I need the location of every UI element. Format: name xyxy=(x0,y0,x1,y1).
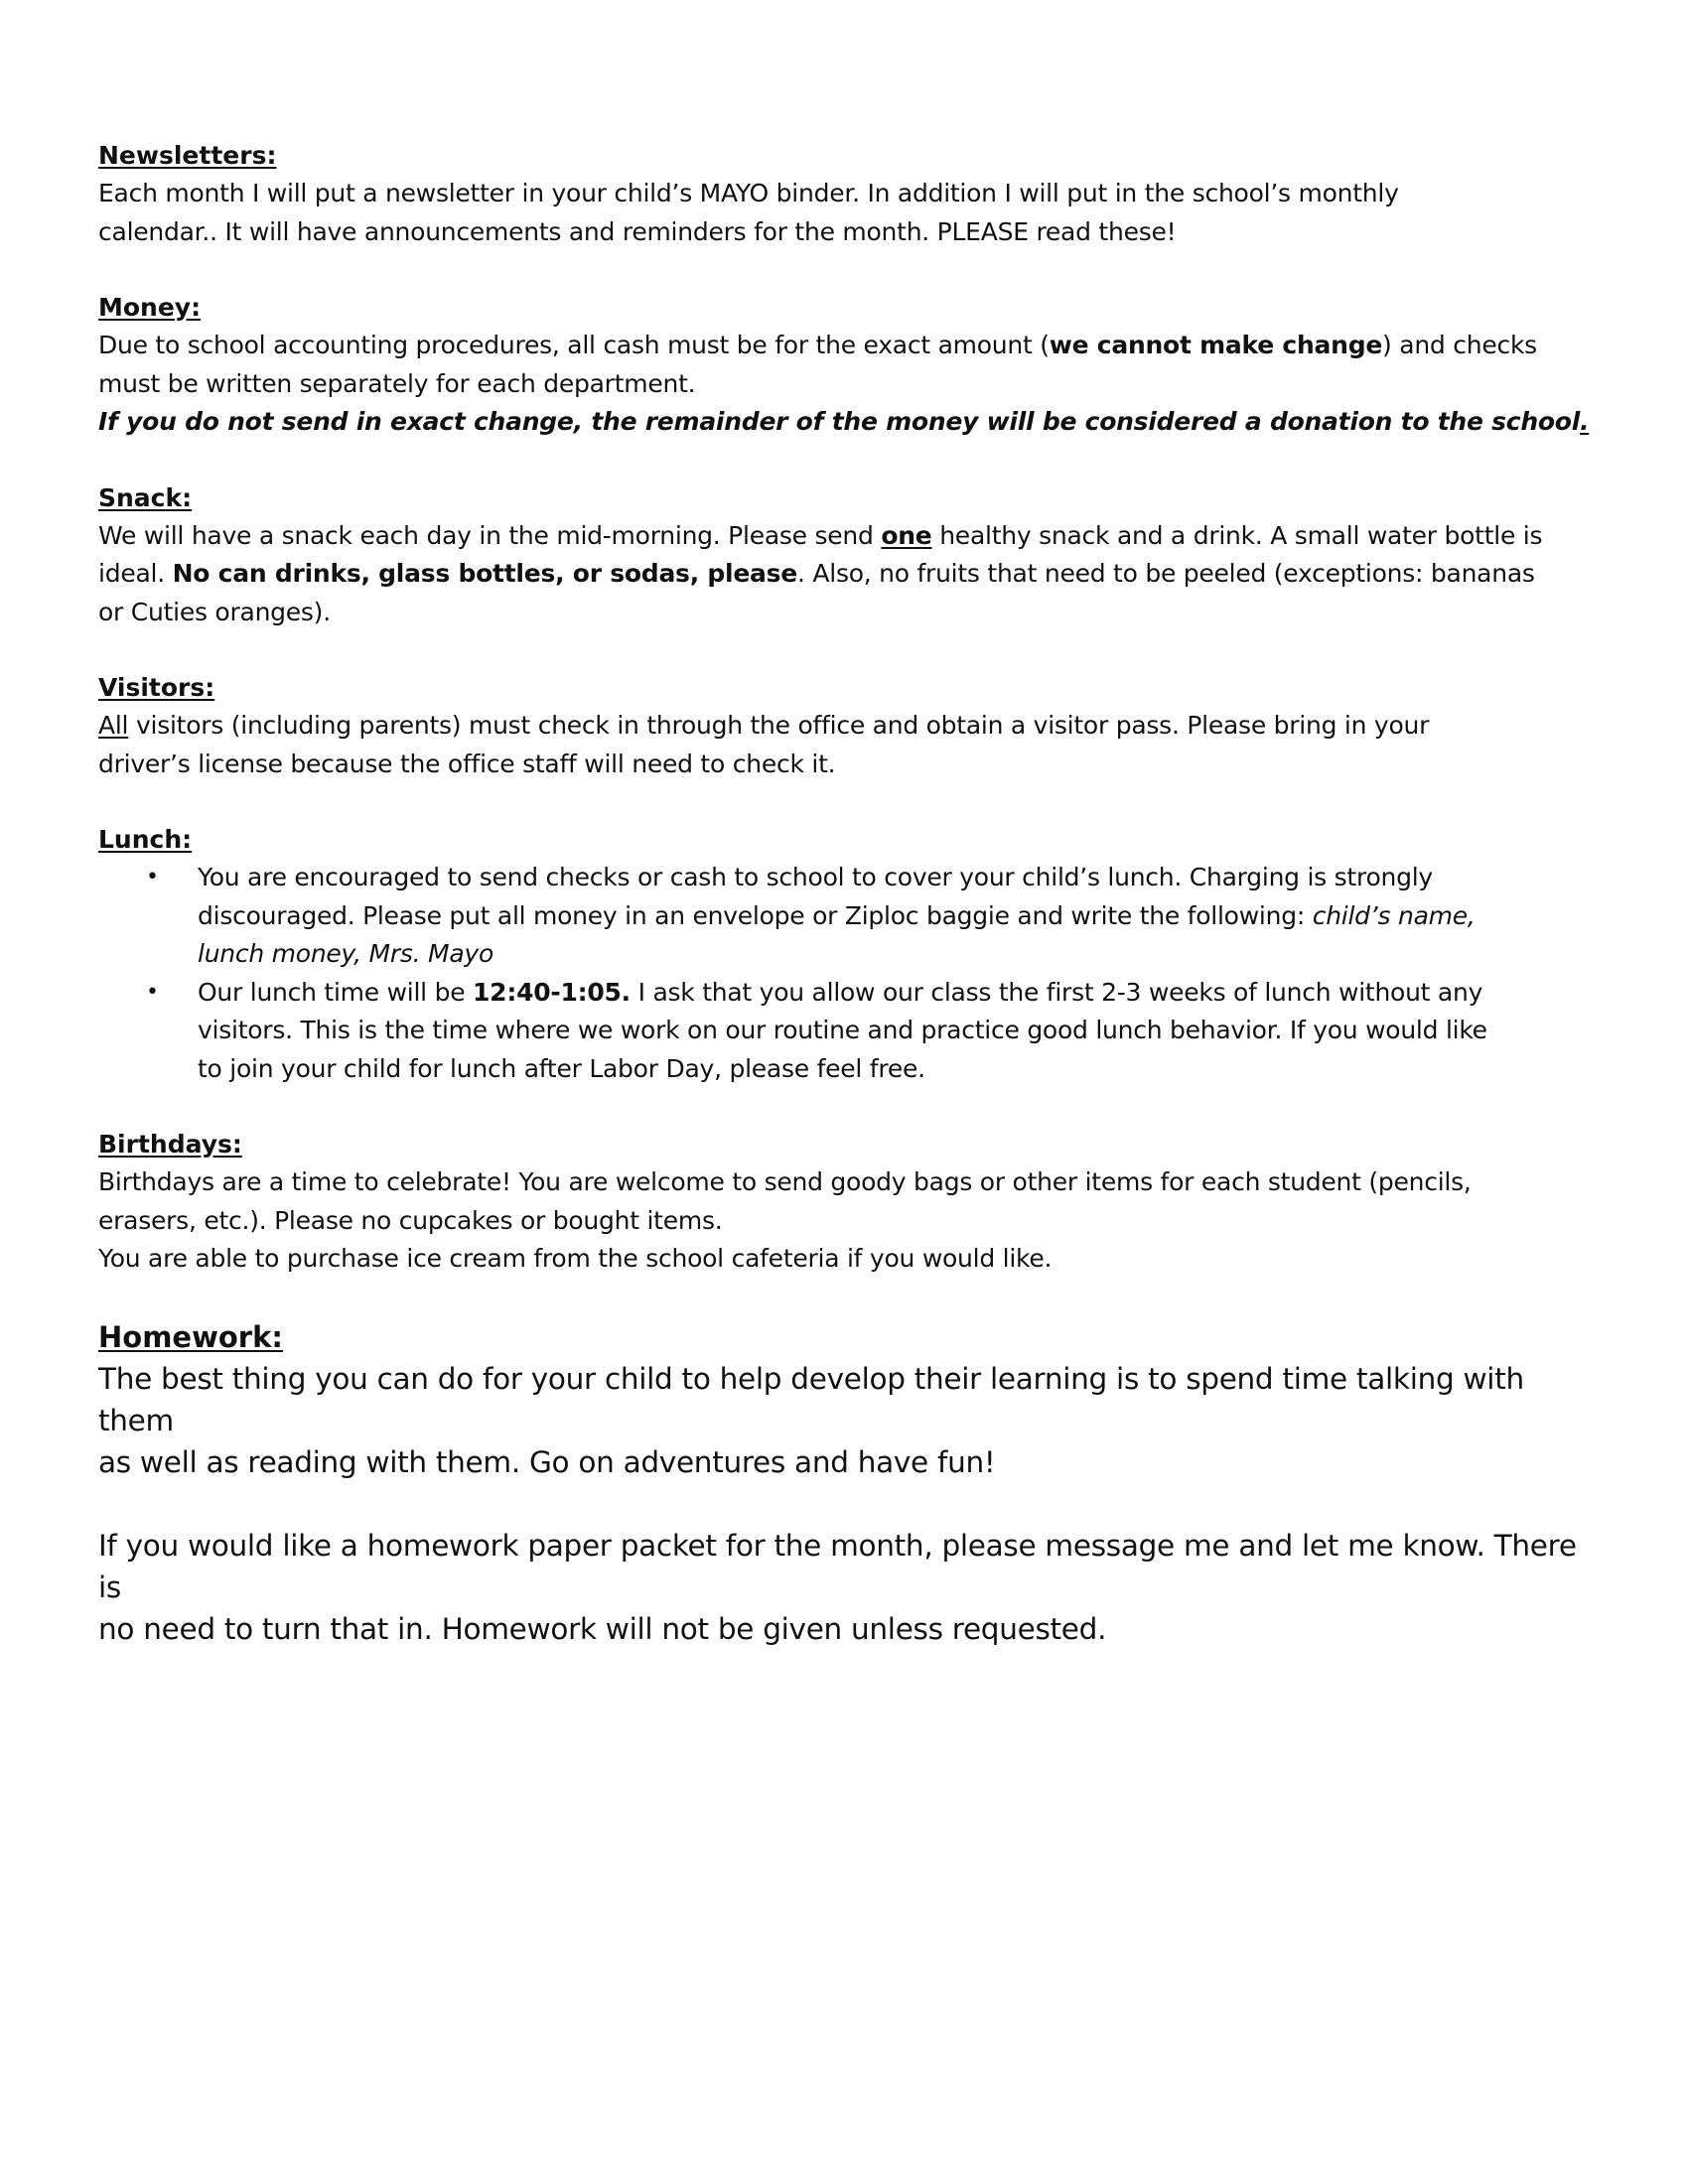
visitors-line-2: driver’s license because the office staff will need to check it. xyxy=(98,749,836,778)
birthdays-heading: Birthdays: xyxy=(98,1130,242,1159)
lunch-item2-text-b: I ask that you allow our class the first 2-3 weeks of lunch without any xyxy=(630,977,1483,1007)
money-line-2: must be written separately for each department. xyxy=(98,368,696,398)
homework-paragraph-1 xyxy=(98,1358,1598,1483)
money-text xyxy=(98,327,1598,442)
lunch-item1-italic-b: lunch money, Mrs. Mayo xyxy=(198,939,494,968)
paragraph-spacer xyxy=(98,1483,1598,1525)
money-warning: If you do not send in exact change, the remainder of the money will be considered a donation to the school xyxy=(98,407,1581,436)
homework-section xyxy=(98,1316,1598,1650)
lunch-time: 12:40-1:05. xyxy=(473,977,631,1007)
visitors-text-a: visitors (including parents) must check in through the office and obtain a visitor pass. Please bring in your xyxy=(128,711,1430,740)
snack-text xyxy=(98,517,1598,632)
snack-text-a: We will have a snack each day in the mid-morning. Please send xyxy=(98,520,882,550)
visitors-section xyxy=(98,669,1598,783)
lunch-item1-italic-a: child’s name, xyxy=(1312,900,1476,930)
snack-one: one xyxy=(881,520,932,550)
homework-p2-line-1: If you would like a homework paper packet for the month, please message me and let me know. There is xyxy=(98,1528,1577,1604)
newsletters-line-1: Each month I will put a newsletter in your child’s MAYO binder. In addition I will put in the school’s monthly xyxy=(98,179,1399,207)
homework-heading: Homework: xyxy=(98,1319,283,1354)
money-text-a: Due to school accounting procedures, all cash must be for the exact amount ( xyxy=(98,331,1050,359)
list-item xyxy=(146,974,1598,1089)
snack-bold: No can drinks, glass bottles, or sodas, please xyxy=(172,559,798,588)
birthdays-line-1: Birthdays are a time to celebrate! You are welcome to send goody bags or other items for each student (pencils, xyxy=(98,1167,1472,1196)
snack-line-3: or Cuties oranges). xyxy=(98,597,331,626)
newsletters-text xyxy=(98,175,1598,251)
birthdays-text xyxy=(98,1163,1598,1279)
lunch-item1-line-1: You are encouraged to send checks or cash to school to cover your child’s lunch. Charging is strongly xyxy=(198,863,1433,891)
money-section xyxy=(98,289,1598,442)
money-warning-end: . xyxy=(1580,407,1590,436)
lunch-item2-line-3: to join your child for lunch after Labor Day, please feel free. xyxy=(198,1053,925,1083)
document-page xyxy=(98,137,1598,1688)
lunch-item2-line-2: visitors. This is the time where we work on our routine and practice good lunch behavior. If you would like xyxy=(198,1016,1487,1044)
lunch-section xyxy=(98,821,1598,1088)
birthdays-line-2: erasers, etc.). Please no cupcakes or bought items. xyxy=(98,1205,723,1235)
money-heading: Money: xyxy=(98,293,202,322)
homework-p1-line-1: The best thing you can do for your child to help develop their learning is to spend time talking with them xyxy=(98,1361,1524,1437)
newsletters-heading: Newsletters: xyxy=(98,141,277,170)
lunch-item1-line-2: discouraged. Please put all money in an envelope or Ziploc baggie and write the following: xyxy=(198,900,1313,930)
lunch-list xyxy=(98,859,1598,1088)
lunch-item2-text-a: Our lunch time will be xyxy=(198,977,474,1007)
homework-paragraph-2 xyxy=(98,1525,1598,1650)
visitors-all: All xyxy=(98,711,129,740)
bullet-icon: • xyxy=(146,865,159,889)
snack-heading: Snack: xyxy=(98,482,193,512)
birthdays-section xyxy=(98,1126,1598,1279)
homework-p1-line-2: as well as reading with them. Go on adventures and have fun! xyxy=(98,1444,996,1479)
snack-section xyxy=(98,479,1598,632)
money-bold: we cannot make change xyxy=(1049,331,1383,359)
homework-p2-line-2: no need to turn that in. Homework will not be given unless requested. xyxy=(98,1611,1107,1646)
snack-text-d: . Also, no fruits that need to be peeled (exceptions: bananas xyxy=(797,559,1535,588)
lunch-heading: Lunch: xyxy=(98,825,193,854)
snack-text-b: healthy snack and a drink. A small water bottle is xyxy=(931,520,1543,550)
newsletters-line-2: calendar.. It will have announcements and reminders for the month. PLEASE read these! xyxy=(98,216,1177,246)
money-text-b: ) and checks xyxy=(1382,331,1537,359)
list-item xyxy=(146,859,1598,974)
birthdays-line-3: You are able to purchase ice cream from the school cafeteria if you would like. xyxy=(98,1244,1053,1273)
bullet-icon: • xyxy=(146,979,159,1005)
newsletters-section xyxy=(98,137,1598,251)
visitors-heading: Visitors: xyxy=(98,673,215,702)
visitors-text xyxy=(98,707,1598,783)
snack-text-c: ideal. xyxy=(98,559,173,588)
